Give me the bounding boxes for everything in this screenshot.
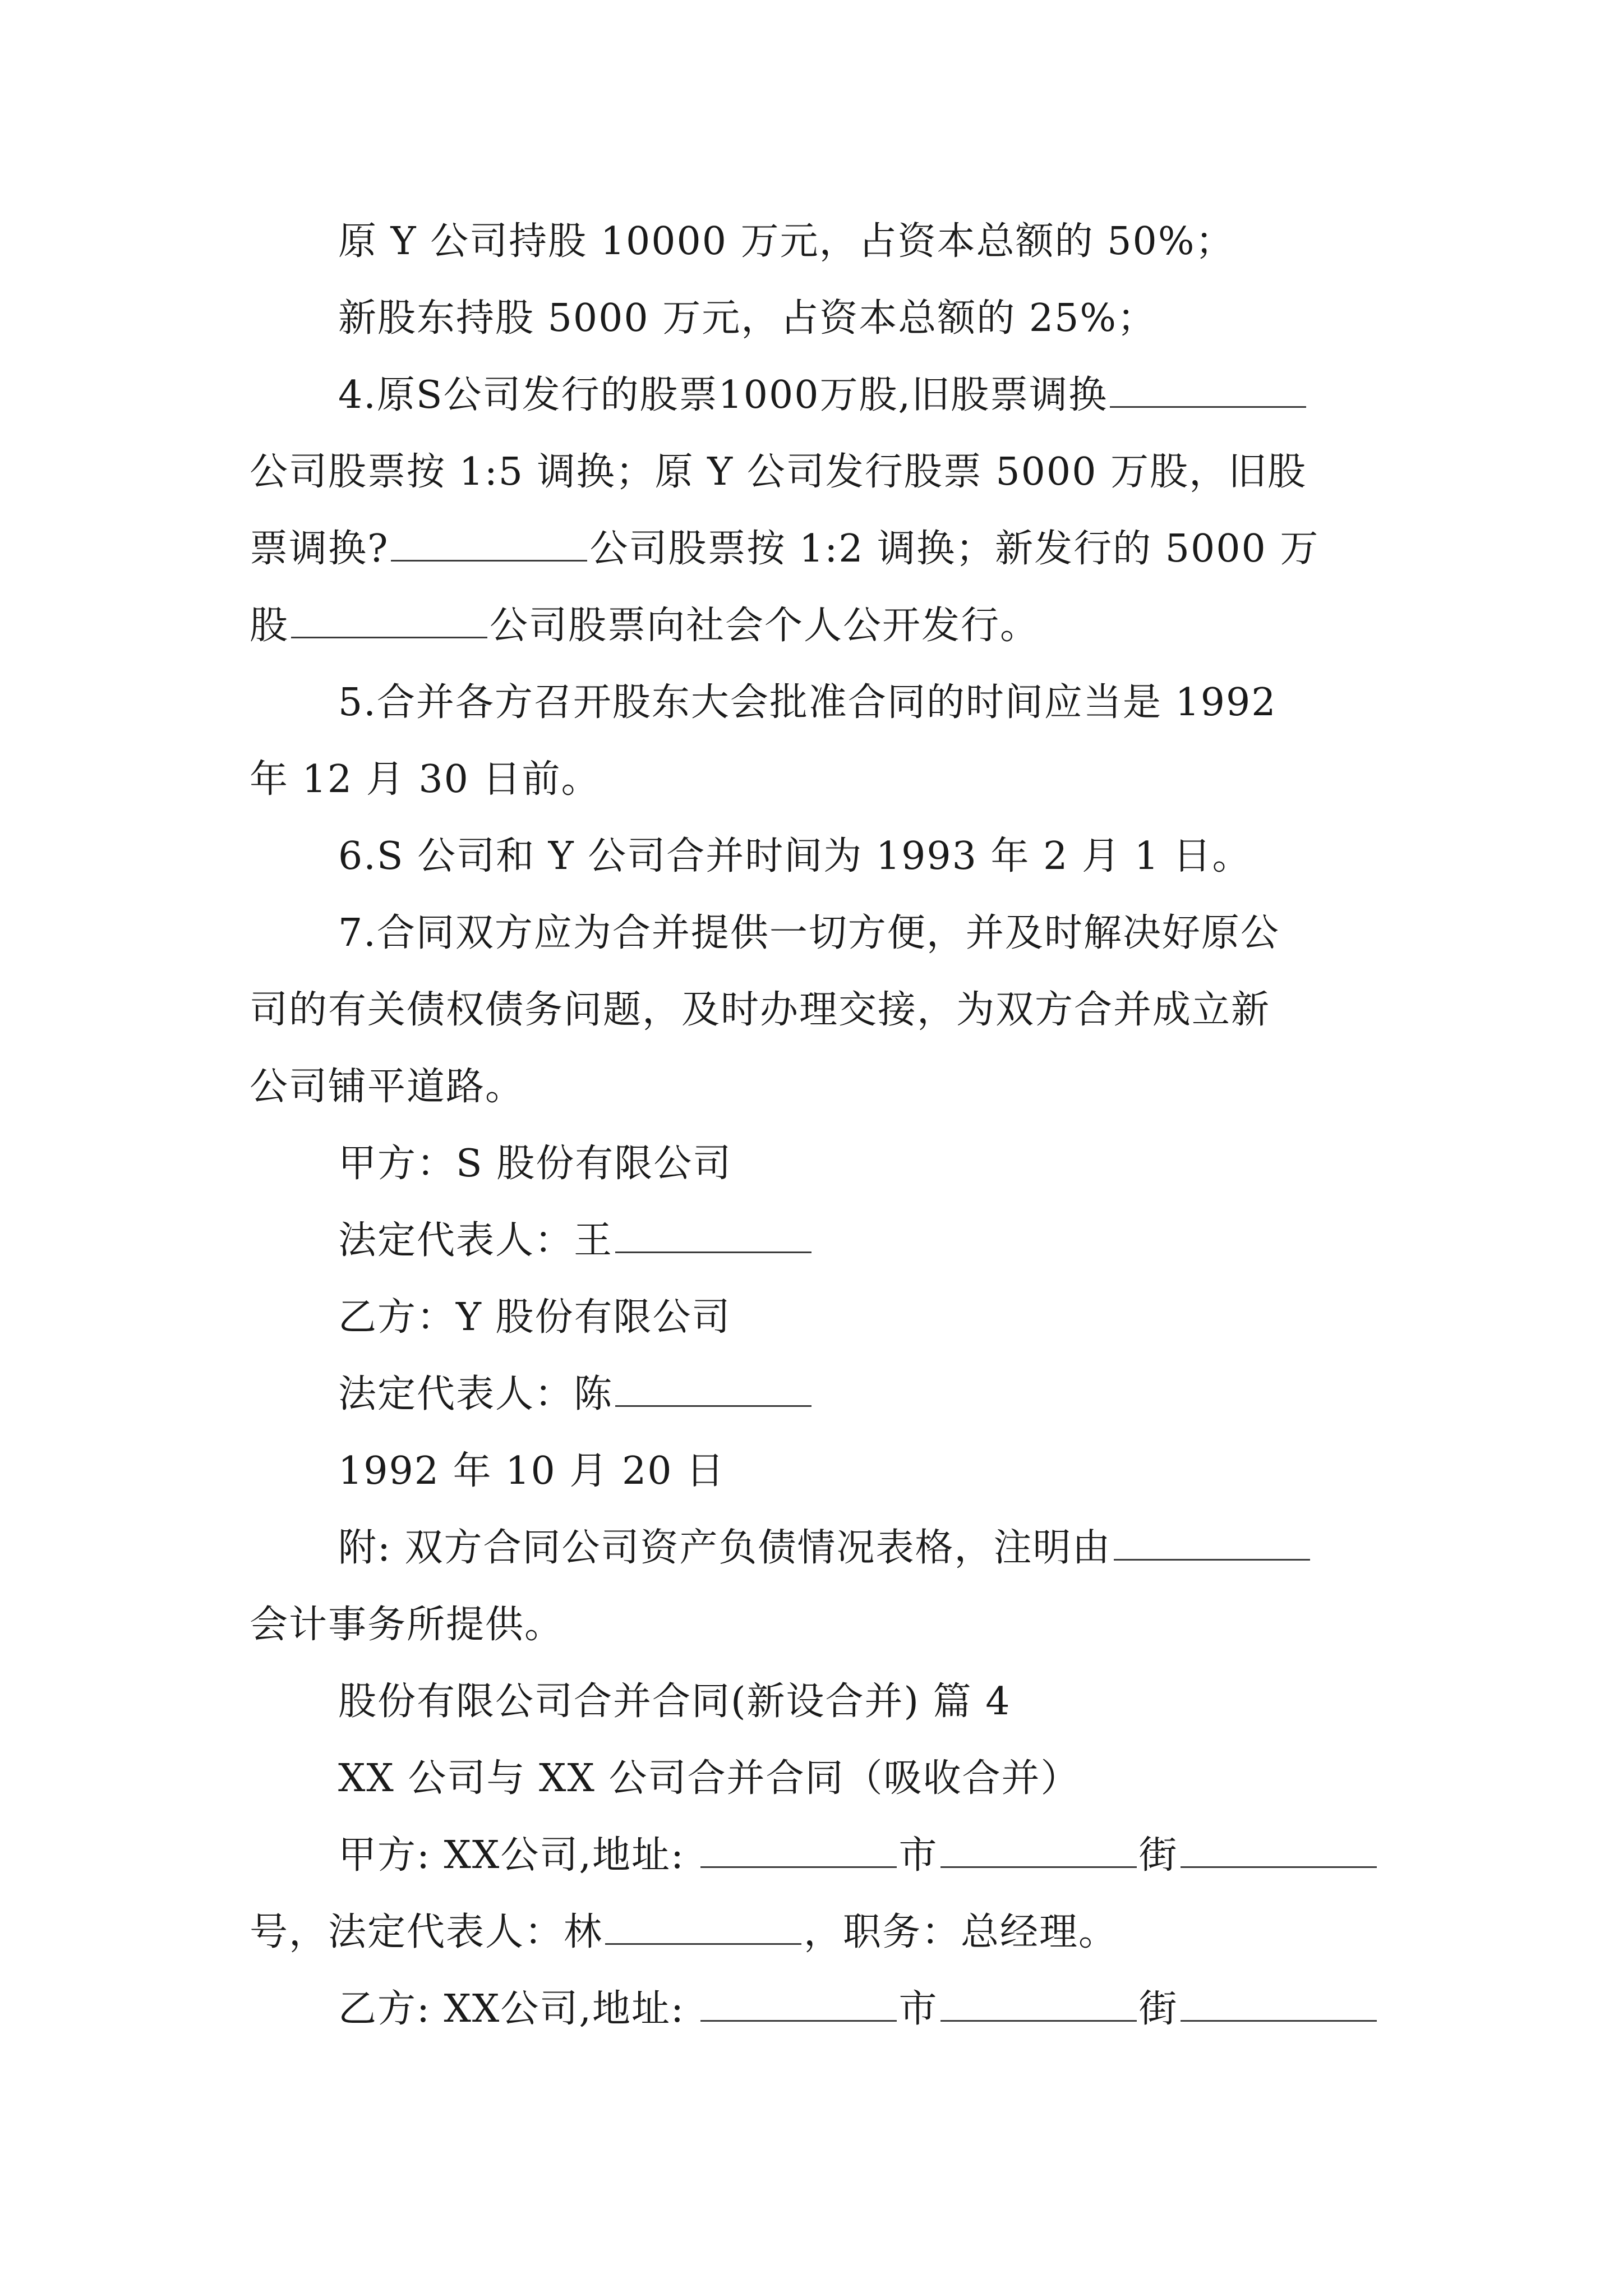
fill-in-blank xyxy=(1181,1866,1377,1868)
text-span: 附: 双方合同公司资产负债情况表格，注明由 xyxy=(338,1526,1112,1570)
text-line xyxy=(250,1125,1382,1202)
text-span: 号，法定代表人：林 xyxy=(250,1910,603,1954)
text-line xyxy=(250,895,1382,972)
text-span: 5.合并各方召开股东大会批准合同的时间应当是 1992 xyxy=(338,680,1277,725)
text-span: 街 xyxy=(1138,1833,1178,1878)
text-span: ，职务：总经理。 xyxy=(804,1910,1118,1954)
fill-in-blank xyxy=(700,2019,897,2022)
text-line xyxy=(250,1433,1382,1510)
text-span: 街 xyxy=(1138,1987,1178,2031)
text-line xyxy=(250,510,1382,587)
fill-in-blank xyxy=(391,559,587,562)
text-span: 甲方: XX公司,地址: xyxy=(338,1833,698,1878)
text-line xyxy=(250,818,1382,895)
text-span: 票调换? xyxy=(250,527,389,571)
fill-in-blank xyxy=(1110,406,1306,408)
text-span: 会计事务所提供。 xyxy=(250,1603,564,1647)
text-span: 4.原S公司发行的股票1000万股,旧股票调换 xyxy=(338,373,1108,417)
text-span: 7.合同双方应为合并提供一切方便，并及时解决好原公 xyxy=(338,911,1280,955)
text-span: 公司股票按 1:5 调换；原 Y 公司发行股票 5000 万股，旧股 xyxy=(250,450,1307,494)
text-span: 公司铺平道路。 xyxy=(250,1065,525,1109)
text-span: 股 xyxy=(250,604,289,648)
fill-in-blank xyxy=(1181,2019,1377,2022)
text-span: 新股东持股 5000 万元，占资本总额的 25%； xyxy=(338,296,1157,341)
text-span: 司的有关债权债务问题，及时办理交接，为双方合并成立新 xyxy=(250,988,1271,1032)
text-line xyxy=(250,1586,1382,1663)
text-line xyxy=(250,434,1382,510)
text-span: 甲方：S 股份有限公司 xyxy=(338,1142,732,1186)
fill-in-blank xyxy=(615,1405,811,1407)
document-body xyxy=(250,203,1382,2047)
text-line xyxy=(250,1894,1382,1971)
text-line xyxy=(250,1817,1382,1894)
text-span: 股份有限公司合并合同(新设合并) 篇 4 xyxy=(338,1680,1011,1724)
fill-in-blank xyxy=(291,636,487,638)
text-line xyxy=(250,972,1382,1048)
text-span: 年 12 月 30 日前。 xyxy=(250,757,601,802)
text-span: 6.S 公司和 Y 公司合并时间为 1993 年 2 月 1 日。 xyxy=(338,834,1252,878)
text-span: 乙方：Y 股份有限公司 xyxy=(338,1295,731,1340)
text-line xyxy=(250,1202,1382,1279)
text-line xyxy=(250,203,1382,280)
fill-in-blank xyxy=(615,1251,811,1253)
text-span: XX 公司与 XX 公司合并合同（吸收合并） xyxy=(338,1756,1080,1801)
text-span: 法定代表人：陈 xyxy=(338,1372,614,1416)
text-span: 市 xyxy=(898,1833,938,1878)
text-span: 市 xyxy=(898,1987,938,2031)
text-span: 原 Y 公司持股 10000 万元，占资本总额的 50%； xyxy=(338,219,1235,264)
text-span: 乙方: XX公司,地址: xyxy=(338,1987,698,2031)
contract-title xyxy=(250,1740,1382,1817)
text-line xyxy=(250,280,1382,357)
text-span: 公司股票向社会个人公开发行。 xyxy=(490,604,1040,648)
text-span: 公司股票按 1:2 调换；新发行的 5000 万 xyxy=(589,527,1320,571)
text-span: 1992 年 10 月 20 日 xyxy=(338,1449,726,1493)
fill-in-blank xyxy=(940,1866,1137,1868)
text-span: 法定代表人：王 xyxy=(338,1218,614,1263)
text-line xyxy=(250,587,1382,664)
fill-in-blank xyxy=(605,1943,801,1945)
text-line xyxy=(250,1048,1382,1125)
section-title xyxy=(250,1663,1382,1740)
text-line xyxy=(250,1510,1382,1586)
fill-in-blank xyxy=(940,2019,1137,2022)
text-line xyxy=(250,664,1382,741)
text-line xyxy=(250,1279,1382,1356)
text-line xyxy=(250,1356,1382,1433)
text-line xyxy=(250,741,1382,818)
text-line xyxy=(250,1971,1382,2047)
fill-in-blank xyxy=(1114,1558,1310,1561)
fill-in-blank xyxy=(700,1866,897,1868)
text-line xyxy=(250,357,1382,434)
